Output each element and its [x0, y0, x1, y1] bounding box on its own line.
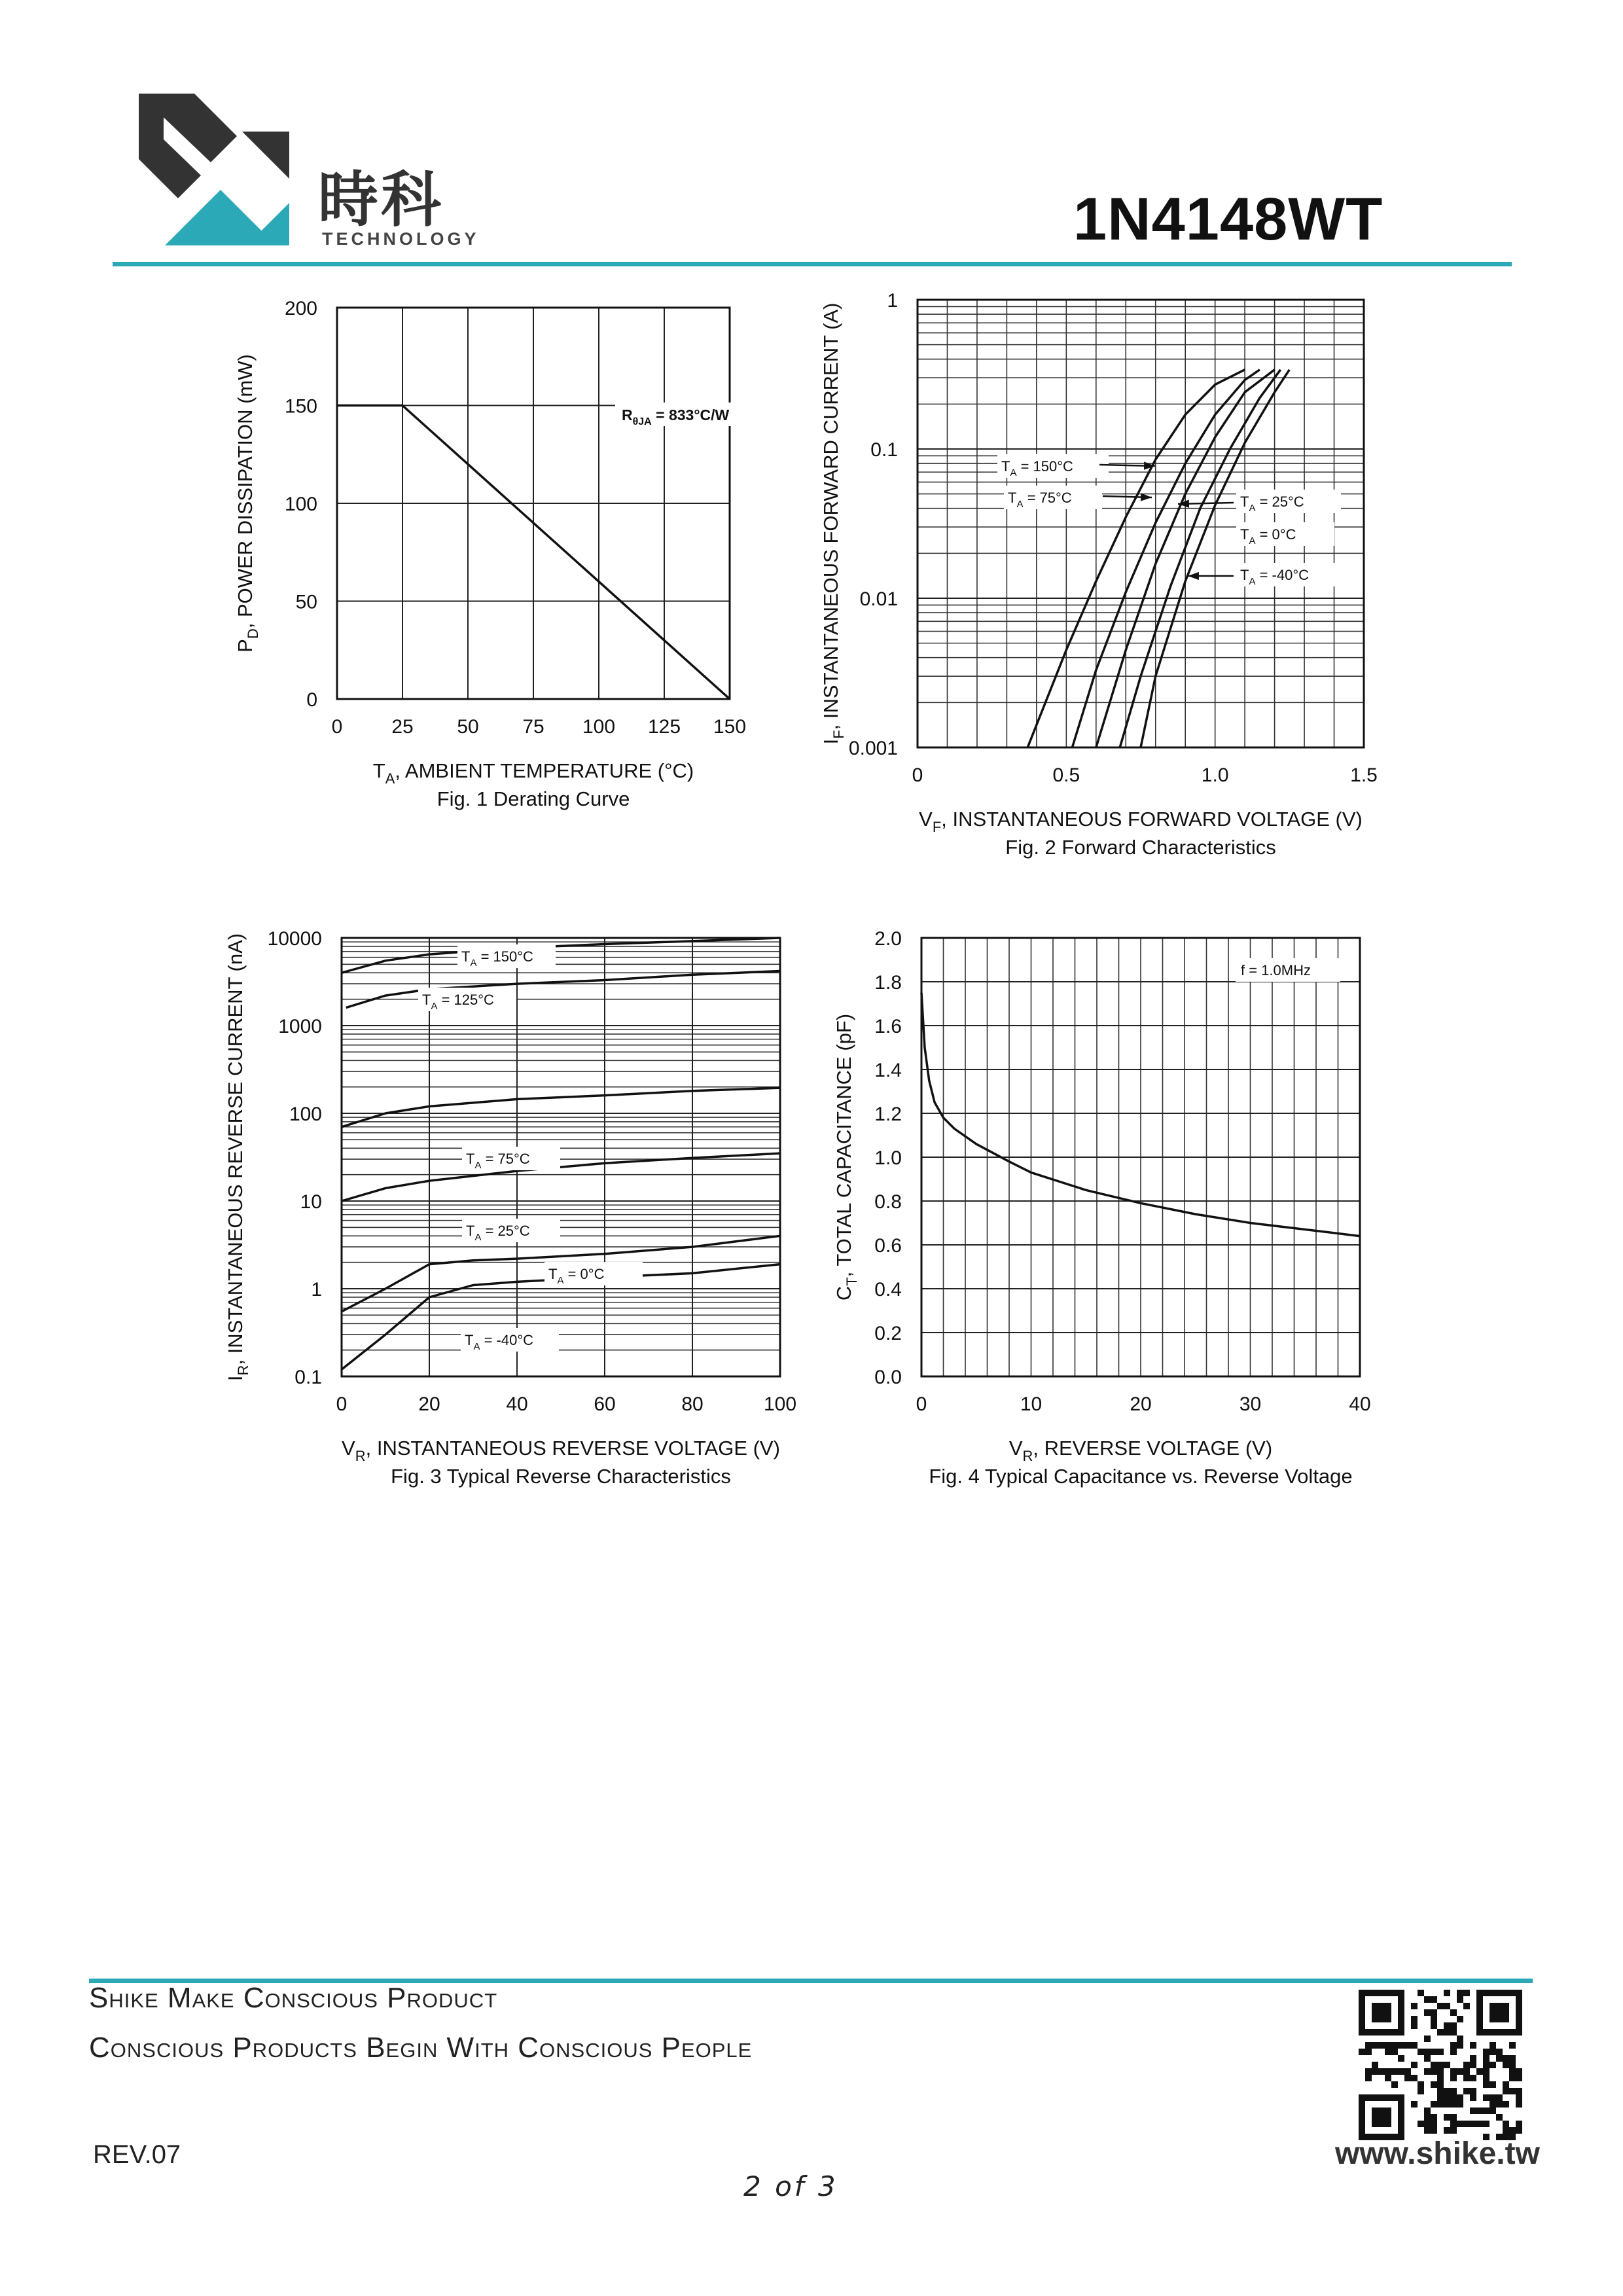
y-tick-label: 1.4 — [874, 1060, 902, 1081]
y-tick-label: 1.6 — [874, 1016, 902, 1037]
figure-caption: Fig. 4 Typical Capacitance vs. Reverse Voltage — [929, 1465, 1353, 1488]
x-tick-label: 100 — [582, 716, 616, 738]
x-tick-label: 10 — [1020, 1393, 1043, 1415]
series-line-25°C — [342, 1153, 780, 1201]
y-tick-label: 0.2 — [874, 1323, 902, 1344]
figure-caption: Fig. 1 Derating Curve — [437, 787, 630, 810]
y-tick-label: 0.1 — [870, 439, 898, 461]
thermal-resistance-annotation: $R_{\theta JA} = 833^\circ C/W$ — [622, 406, 730, 427]
legend-0c: $T_A = 0^\circ C$ — [1240, 526, 1296, 547]
x-tick-label: 1.5 — [1350, 764, 1378, 786]
series-line-150°C — [342, 938, 780, 973]
x-tick-label: 0 — [331, 716, 343, 738]
y-axis-title: $C_T$, TOTAL CAPACITANCE (pF) — [832, 1013, 860, 1301]
figure-caption: Fig. 3 Typical Reverse Characteristics — [391, 1465, 731, 1488]
x-axis-title: $V_F$, INSTANTANEOUS FORWARD VOLTAGE (V) — [919, 808, 1363, 835]
x-tick-label: 25 — [391, 716, 414, 738]
qr-code-icon — [1359, 1990, 1522, 2140]
y-tick-label: 1.8 — [874, 972, 902, 994]
x-tick-label: 125 — [647, 716, 681, 738]
header-divider — [113, 262, 1512, 266]
legend-75c: $T_A = 75^\circ C$ — [1008, 490, 1072, 510]
x-tick-label: 50 — [457, 716, 479, 738]
brand-name-chinese: 時科 — [318, 167, 444, 234]
y-tick-label: 1000 — [278, 1016, 322, 1037]
brand-name-english: TECHNOLOGY — [322, 229, 480, 249]
y-tick-label: 1.2 — [874, 1103, 902, 1125]
y-tick-label: 0.6 — [874, 1235, 902, 1257]
shike-logo-icon — [139, 94, 309, 245]
y-tick-label: 10000 — [267, 928, 322, 950]
x-tick-label: 20 — [418, 1393, 440, 1415]
revision-label: REV.07 — [93, 2140, 181, 2169]
y-axis-title: $P_D$, POWER DISSIPATION (mW) — [234, 354, 261, 653]
slogan-line-1: Shike Make Conscious Product — [89, 1982, 498, 2014]
x-tick-label: 40 — [1349, 1393, 1371, 1415]
y-tick-label: 100 — [289, 1103, 322, 1125]
x-tick-label: 100 — [763, 1393, 797, 1415]
fig1-derating-chart — [223, 288, 812, 864]
y-tick-label: 50 — [295, 591, 317, 613]
y-tick-label: 10 — [300, 1191, 322, 1213]
page-number: 2 of 3 — [743, 2170, 838, 2202]
slogan-line-2: Conscious Products Begin With Conscious People — [89, 2032, 753, 2064]
x-tick-label: 20 — [1130, 1393, 1152, 1415]
x-tick-label: 75 — [522, 716, 544, 738]
legend-75°C: $T_A = 75^\circ C$ — [466, 1151, 530, 1171]
fig4-capacitance-chart — [812, 916, 1400, 1505]
y-tick-label: 100 — [284, 493, 317, 515]
x-tick-label: 1.0 — [1201, 764, 1229, 786]
y-tick-label: 0.1 — [294, 1367, 322, 1388]
y-tick-label: 0.0 — [874, 1367, 902, 1388]
y-tick-label: 1 — [887, 290, 898, 312]
x-axis-title: $V_R$, INSTANTANEOUS REVERSE VOLTAGE (V) — [342, 1437, 780, 1464]
y-tick-label: 0.4 — [874, 1279, 902, 1300]
fig3-plot — [342, 938, 780, 1376]
series-line-0°C — [1120, 370, 1281, 747]
x-axis-title: $T_A$, AMBIENT TEMPERATURE (°C) — [372, 759, 694, 787]
y-tick-label: 0 — [306, 689, 317, 711]
fig4-plot — [921, 938, 1360, 1376]
legend-150c: $T_A = 150^\circ C$ — [1001, 458, 1073, 478]
y-axis-title: $I_F$, INSTANTANEOUS FORWARD CURRENT (A) — [819, 302, 847, 745]
x-tick-label: 0.5 — [1052, 764, 1080, 786]
x-axis-title: $V_R$, REVERSE VOLTAGE (V) — [1008, 1437, 1273, 1464]
y-tick-label: 200 — [284, 298, 317, 319]
legend-minus40c: $T_A = -40^\circ C$ — [1240, 567, 1310, 587]
x-tick-label: 0 — [336, 1393, 348, 1415]
y-tick-label: 1.0 — [874, 1147, 902, 1169]
x-tick-label: 60 — [594, 1393, 616, 1415]
y-tick-label: 150 — [284, 395, 317, 418]
x-tick-label: 150 — [713, 716, 747, 738]
y-axis-title: $I_R$, INSTANTANEOUS REVERSE CURRENT (nA) — [224, 933, 251, 1382]
legend-125°C: $T_A = 125^\circ C$ — [422, 992, 494, 1012]
legend-25°C: $T_A = 25^\circ C$ — [466, 1223, 530, 1243]
frequency-annotation: f = 1.0MHz — [1241, 962, 1311, 978]
x-tick-label: 80 — [681, 1393, 704, 1415]
legend--40°C: $T_A = -40^\circ C$ — [465, 1332, 534, 1352]
legend-25c: $T_A = 25^\circ C$ — [1240, 493, 1304, 514]
fig1-plot — [337, 308, 730, 699]
fig2-forward-chart — [812, 281, 1400, 857]
series-line-75°C — [342, 1088, 780, 1127]
website-link[interactable]: www.shike.tw — [1335, 2136, 1540, 2171]
x-tick-label: 30 — [1239, 1393, 1262, 1415]
figure-caption: Fig. 2 Forward Characteristics — [1005, 836, 1276, 859]
part-number-title: 1N4148WT — [1073, 186, 1383, 253]
y-tick-label: 0.001 — [848, 738, 898, 759]
y-tick-label: 0.01 — [859, 588, 898, 610]
y-tick-label: 2.0 — [874, 928, 902, 950]
series-line-125°C — [346, 971, 780, 1008]
x-tick-label: 0 — [912, 764, 923, 786]
x-tick-label: 40 — [506, 1393, 528, 1415]
fig3-reverse-chart — [223, 916, 812, 1492]
legend-0°C: $T_A = 0^\circ C$ — [548, 1266, 605, 1286]
series-line-75°C — [1072, 370, 1260, 747]
x-tick-label: 0 — [916, 1393, 927, 1415]
legend-150°C: $T_A = 150^\circ C$ — [461, 948, 533, 969]
y-tick-label: 1 — [311, 1279, 322, 1300]
y-tick-label: 0.8 — [874, 1191, 902, 1213]
